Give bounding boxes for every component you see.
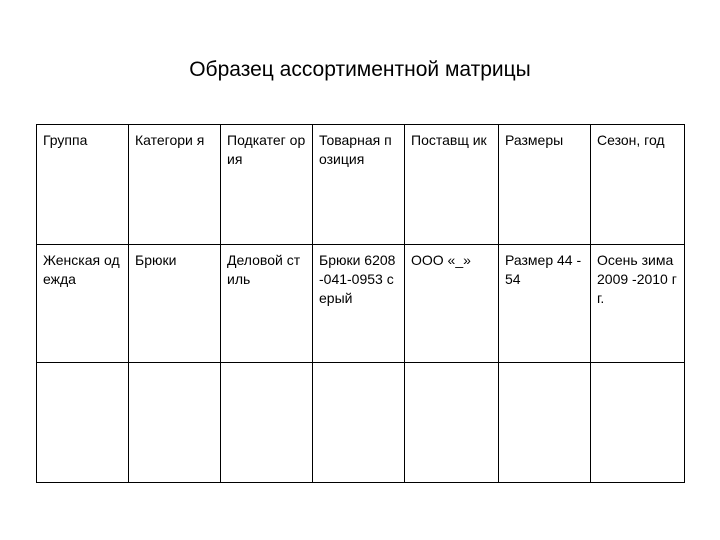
header-cell-supplier: Поставщ ик (405, 125, 499, 245)
header-cell-subcategory: Подкатег ория (221, 125, 313, 245)
table-row-empty (37, 363, 685, 483)
header-cell-group: Группа (37, 125, 129, 245)
table-cell-empty (37, 363, 129, 483)
table-cell-empty (129, 363, 221, 483)
header-cell-item: Товарная позиция (313, 125, 405, 245)
header-cell-season: Сезон, год (591, 125, 685, 245)
page-title: Образец ассортиментной матрицы (189, 58, 531, 81)
table-header-row (37, 125, 685, 245)
table-cell-empty (591, 363, 685, 483)
table-cell-empty (499, 363, 591, 483)
table-row (37, 245, 685, 363)
table-cell-empty (221, 363, 313, 483)
assortment-matrix-table (36, 124, 685, 483)
table-cell-category: Брюки (129, 245, 221, 363)
table-cell-empty (405, 363, 499, 483)
table-cell-season: Осень зима 2009 -2010 гг. (591, 245, 685, 363)
table-cell-group: Женская одежда (37, 245, 129, 363)
table-cell-empty (313, 363, 405, 483)
table-cell-item: Брюки 6208-041-0953 серый (313, 245, 405, 363)
table-cell-supplier: ООО «_» (405, 245, 499, 363)
table-cell-subcategory: Деловой стиль (221, 245, 313, 363)
header-cell-category: Категори я (129, 125, 221, 245)
header-cell-sizes: Размеры (499, 125, 591, 245)
table-cell-sizes: Размер 44 -54 (499, 245, 591, 363)
